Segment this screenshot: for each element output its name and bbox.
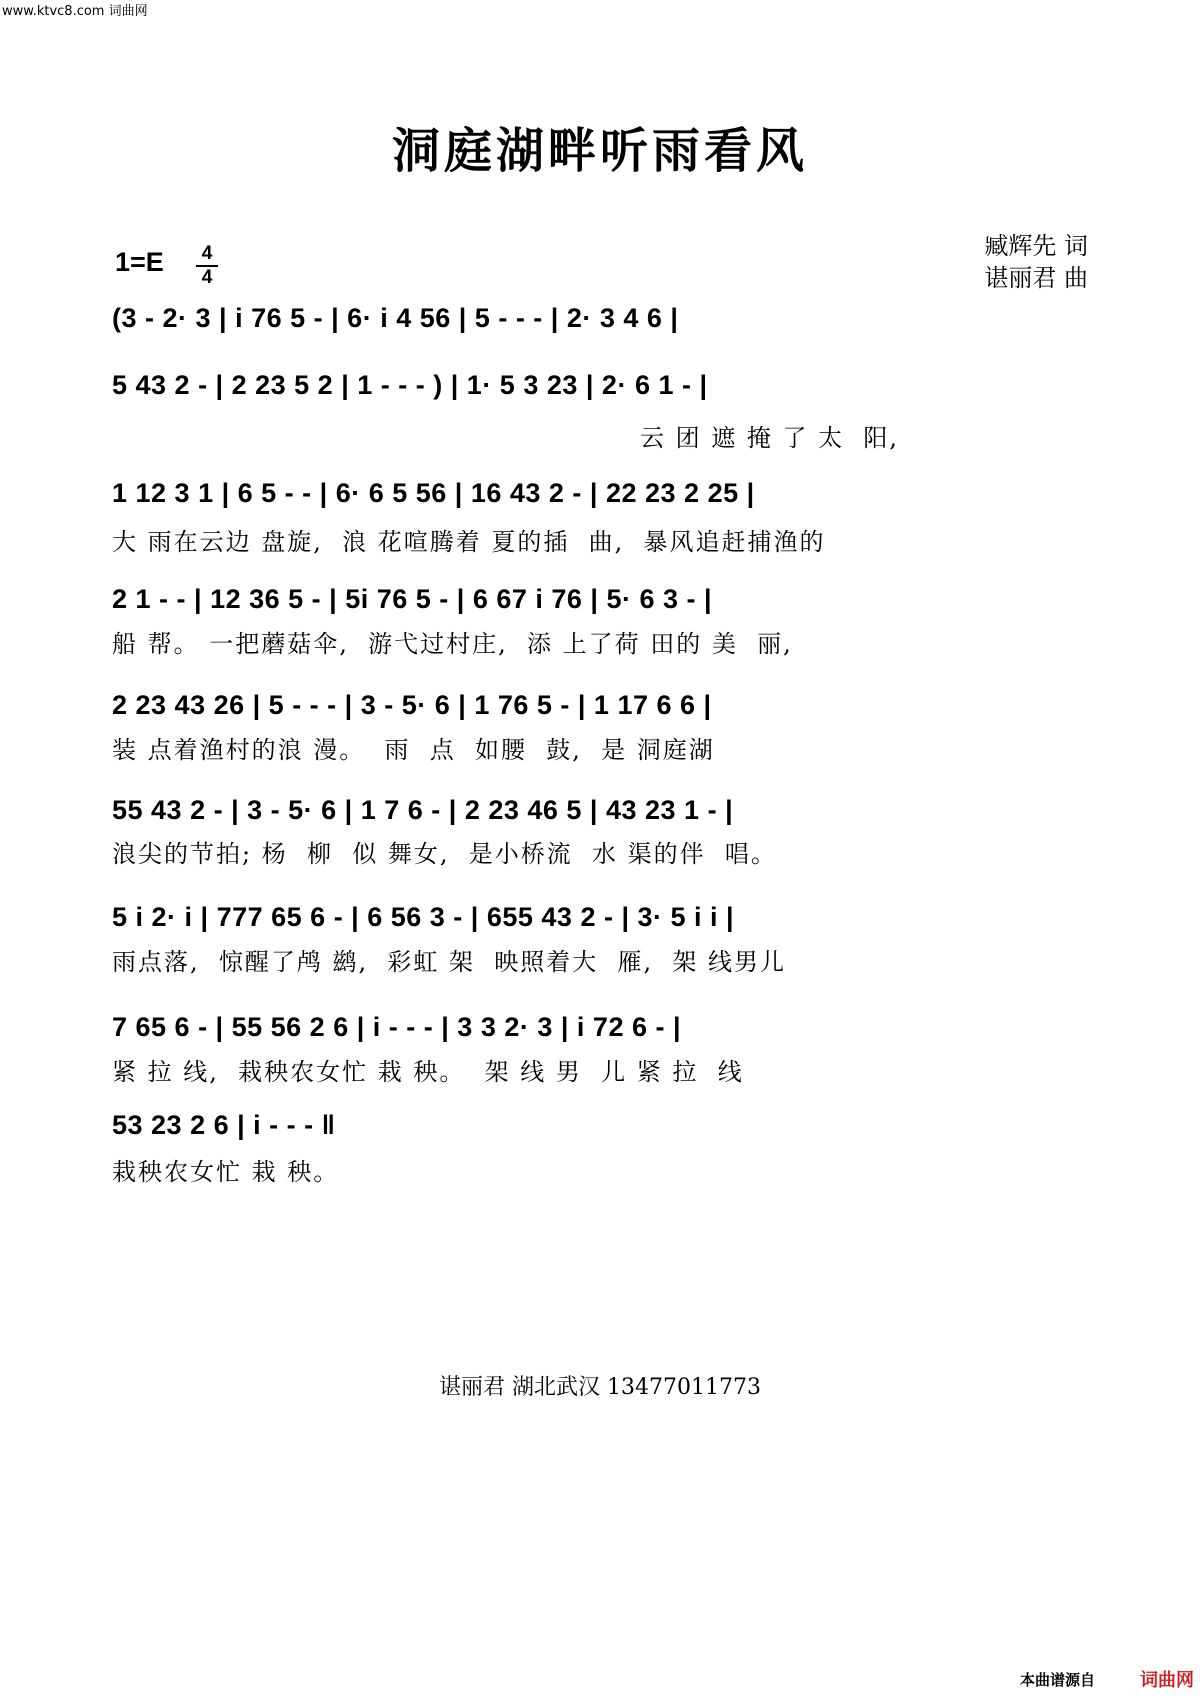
time-signature (196, 244, 218, 288)
page-title: 洞庭湖畔听雨看风 (391, 123, 808, 179)
time-signature-numerator: 4 (201, 243, 213, 264)
score-line-7-notes: 5 i 2· i | 777 65 6 - | 6 56 3 - | 655 43 2 - | 3· 5 i i | (112, 902, 735, 932)
score-line-1-notes: (3 - 2· 3 | i 76 5 - | 6· i 4 56 | 5 - - - | 2· 3 4 6 | (112, 303, 679, 333)
score-line-8-notes: 7 65 6 - | 55 56 2 6 | i - - - | 3 3 2· 3 | i 72 6 - | (112, 1012, 682, 1042)
score-line-4-lyrics: 船 帮。 一把蘑菇伞, 游弋过村庄, 添 上了荷 田的 美 丽, (112, 630, 793, 658)
score-line-5-lyrics: 装 点着渔村的浪 漫。 雨 点 如腰 鼓, 是 洞庭湖 (112, 736, 715, 764)
key-signature: 1=E (115, 247, 164, 277)
score-line-2-lyrics: 云 团 遮 掩 了 太 阳, (640, 424, 900, 452)
score-line-5-notes: 2 23 43 26 | 5 - - - | 3 - 5· 6 | 1 76 5 - | 1 17 6 6 | (112, 690, 712, 720)
source-label: 本曲谱源自 (1019, 1671, 1095, 1689)
score-line-8-lyrics: 紧 拉 线, 栽秧农女忙 栽 秧。 架 线 男 儿 紧 拉 线 (112, 1058, 744, 1086)
site-watermark: www.ktvc8.com 词曲网 (2, 4, 148, 19)
score-line-3-lyrics: 大 雨在云边 盘旋, 浪 花喧腾着 夏的插 曲, 暴风追赶捕渔的 (112, 528, 826, 556)
score-line-2-notes: 5 43 2 - | 2 23 5 2 | 1 - - - ) | 1· 5 3 23 | 2· 6 1 - | (112, 370, 708, 400)
time-signature-denominator: 4 (201, 267, 213, 288)
footer-contact: 谌丽君 湖北武汉 13477011773 (439, 1375, 761, 1400)
score-line-9-notes: 53 23 2 6 | i - - - ‖ (112, 1110, 336, 1140)
score-line-6-notes: 55 43 2 - | 3 - 5· 6 | 1 7 6 - | 2 23 46 5 | 43 23 1 - | (112, 795, 734, 825)
composer-credit: 谌丽君 曲 (984, 264, 1088, 292)
source-logo[interactable]: 词曲网 (1140, 1670, 1194, 1691)
lyricist-credit: 臧辉先 词 (984, 232, 1088, 260)
score-line-7-lyrics: 雨点落, 惊醒了鸬 鹚, 彩虹 架 映照着大 雁, 架 线男儿 (112, 948, 787, 976)
score-line-4-notes: 2 1 - - | 12 36 5 - | 5i 76 5 - | 6 67 i 76 | 5· 6 3 - | (112, 584, 713, 614)
score-line-9-lyrics: 栽秧农女忙 栽 秧。 (112, 1158, 340, 1186)
score-line-3-notes: 1 12 3 1 | 6 5 - - | 6· 6 5 56 | 16 43 2 - | 22 23 2 25 | (112, 478, 755, 508)
score-line-6-lyrics: 浪尖的节拍; 杨 柳 似 舞女, 是小桥流 水 渠的伴 唱。 (112, 840, 777, 868)
